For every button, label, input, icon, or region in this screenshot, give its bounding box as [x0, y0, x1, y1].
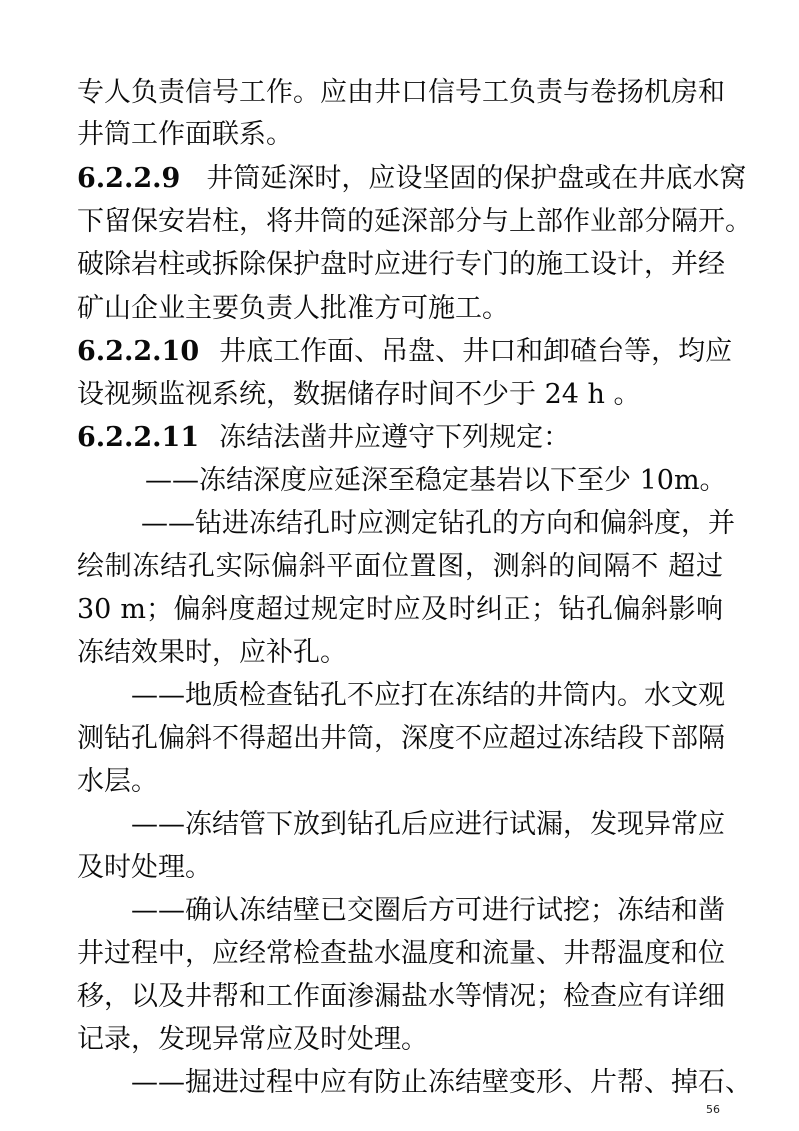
- text-line: 冻结效果时，应补孔。: [77, 637, 347, 668]
- page-number: 56: [706, 1103, 720, 1116]
- text-line: 井过程中，应经常检查盐水温度和流量、井帮温度和位: [77, 938, 725, 969]
- text-line: 记录，发现异常应及时处理。: [77, 1024, 428, 1055]
- text-line: 设视频监视系统，数据储存时间不少于 24 h 。: [77, 379, 641, 410]
- clause-6-2-2-10: [77, 330, 732, 374]
- clause-number: 6.2.2.9: [77, 163, 181, 194]
- text-line: 井筒工作面联系。: [77, 119, 293, 150]
- clause-6-2-2-11: [77, 416, 570, 460]
- clause-number: 6.2.2.10: [77, 336, 200, 367]
- text-line: 专人负责信号工作。应由井口信号工负责与卷扬机房和: [77, 77, 725, 108]
- list-item-geology: ——地质检查钻孔不应打在冻结的井筒内。水文观: [131, 680, 725, 711]
- text-line: 矿山企业主要负责人批准方可施工。: [77, 293, 509, 324]
- text-line: 绘制冻结孔实际偏斜平面位置图，测斜的间隔不 超过: [77, 551, 723, 582]
- text-line: 水层。: [77, 766, 158, 797]
- clause-text: 井筒延深时，应设坚固的保护盘或在井底水窝: [206, 163, 747, 194]
- list-item-leak-test: ——冻结管下放到钻孔后应进行试漏，发现异常应: [131, 809, 725, 840]
- list-item-excavation: ——掘进过程中应有防止冻结壁变形、片帮、掉石、: [131, 1067, 752, 1098]
- list-item-freeze-depth: ——冻结深度应延深至稳定基岩以下至少 10m。: [145, 465, 727, 496]
- text-line: 下留保安岩柱，将井筒的延深部分与上部作业部分隔开。: [77, 206, 752, 237]
- text-line: 及时处理。: [77, 852, 212, 883]
- clause-text: 井底工作面、吊盘、井口和卸碴台等，均应: [219, 336, 733, 367]
- text-line: 30 m；偏斜度超过规定时应及时纠正；钻孔偏斜影响: [77, 594, 723, 625]
- clause-6-2-2-9: [77, 157, 746, 201]
- list-item-drilling: ——钻进冻结孔时应测定钻孔的方向和偏斜度，并: [141, 508, 735, 539]
- list-item-trial-dig: ——确认冻结壁已交圈后方可进行试挖；冻结和凿: [131, 895, 725, 926]
- clause-number: 6.2.2.11: [77, 422, 200, 453]
- text-line: 移，以及井帮和工作面渗漏盐水等情况；检查应有详细: [77, 981, 725, 1012]
- text-line: 破除岩柱或拆除保护盘时应进行专门的施工设计，并经: [77, 249, 725, 280]
- text-line: 测钻孔偏斜不得超出井筒，深度不应超过冻结段下部隔: [77, 723, 725, 754]
- clause-text: 冻结法凿井应遵守下列规定：: [219, 422, 571, 453]
